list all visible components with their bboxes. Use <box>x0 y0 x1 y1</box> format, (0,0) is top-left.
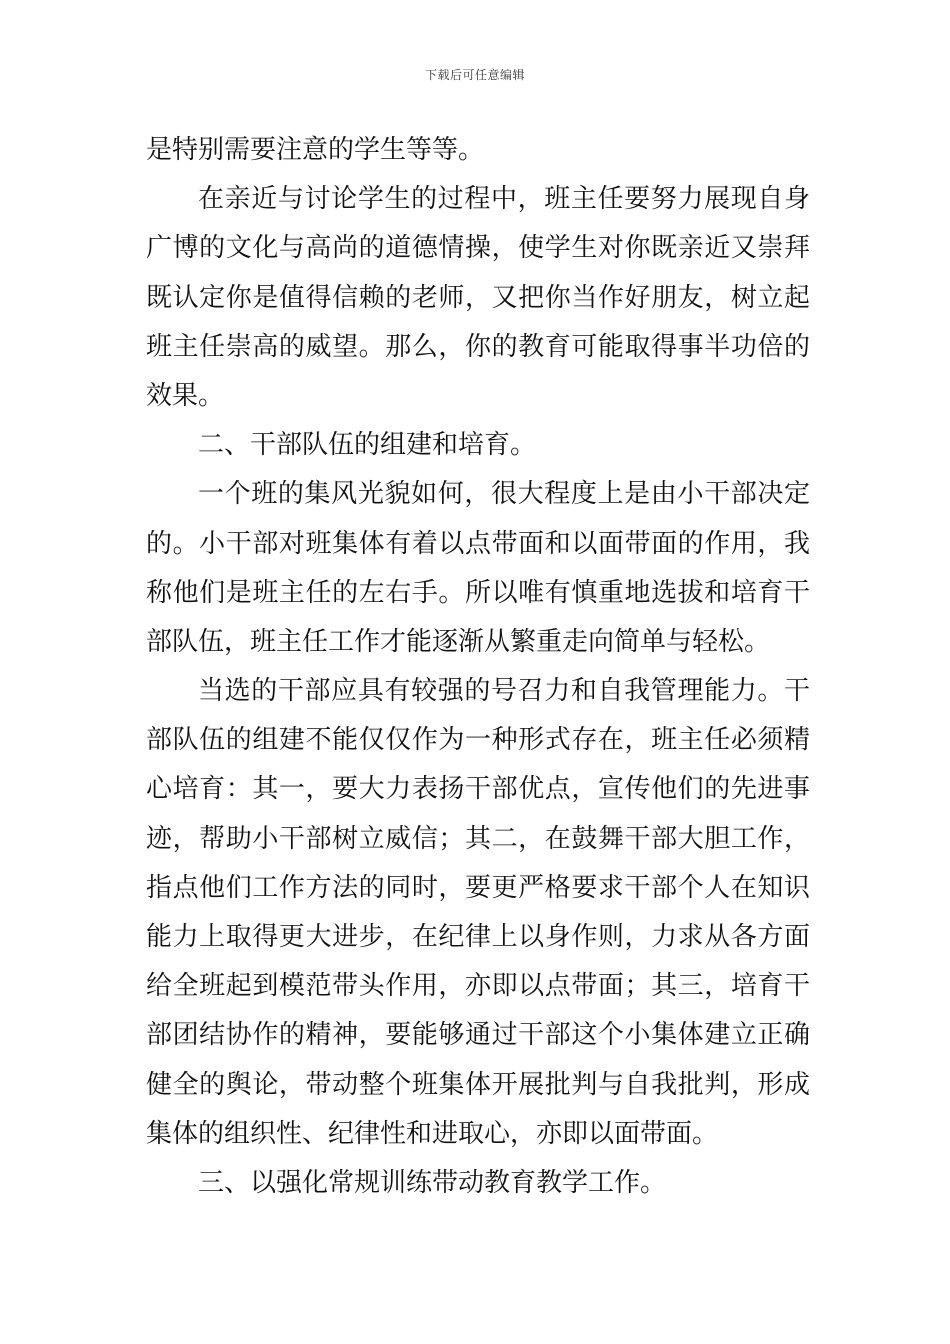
text-line-20: 健全的舆论，带动整个班集体开展批判与自我批判，形成 <box>146 1069 810 1100</box>
text-line-4: 既认定你是值得信赖的老师，又把你当作好朋友，树立起 <box>146 282 810 313</box>
text-line-13: 部队伍的组建不能仅仅作为一种形式存在，班主任必须精 <box>146 725 810 756</box>
body-text <box>146 126 810 1208</box>
text-line-6: 效果。 <box>146 380 225 411</box>
text-line-19: 部团结协作的精神，要能够通过干部这个小集体建立正确 <box>146 1020 810 1051</box>
text-line-12: 当选的干部应具有较强的号召力和自我管理能力。干 <box>198 676 810 707</box>
text-line-2: 在亲近与讨论学生的过程中，班主任要努力展现自身 <box>198 184 810 215</box>
text-line-15: 迹，帮助小干部树立威信；其二，在鼓舞干部大胆工作， <box>146 823 810 854</box>
text-line-18: 给全班起到模范带头作用，亦即以点带面；其三，培育干 <box>146 971 810 1002</box>
section-heading-2: 二、干部队伍的组建和培育。 <box>198 430 537 461</box>
text-line-21: 集体的组织性、纪律性和进取心，亦即以面带面。 <box>146 1118 719 1149</box>
text-line-9: 的。小干部对班集体有着以点带面和以面带面的作用，我 <box>146 528 810 559</box>
text-line-8: 一个班的集风光貌如何，很大程度上是由小干部决定 <box>198 479 810 510</box>
text-line-5: 班主任崇高的威望。那么，你的教育可能取得事半功倍的 <box>146 331 810 362</box>
text-line-10: 称他们是班主任的左右手。所以唯有慎重地选拔和培育干 <box>146 577 810 608</box>
text-line-14: 心培育：其一，要大力表扬干部优点，宣传他们的先进事 <box>146 774 810 805</box>
text-line-16: 指点他们工作方法的同时，要更严格要求干部个人在知识 <box>146 872 810 903</box>
page-header-note: 下载后可任意编辑 <box>424 68 525 82</box>
text-line-11: 部队伍，班主任工作才能逐渐从繁重走向简单与轻松。 <box>146 626 771 657</box>
text-line-17: 能力上取得更大进步，在纪律上以身作则，力求从各方面 <box>146 922 810 952</box>
text-line-1: 是特别需要注意的学生等等。 <box>146 135 485 165</box>
text-line-3: 广博的文化与高尚的道德情操，使学生对你既亲近又崇拜 <box>146 233 810 264</box>
section-heading-3: 三、以强化常规训练带动教育教学工作。 <box>198 1167 667 1198</box>
